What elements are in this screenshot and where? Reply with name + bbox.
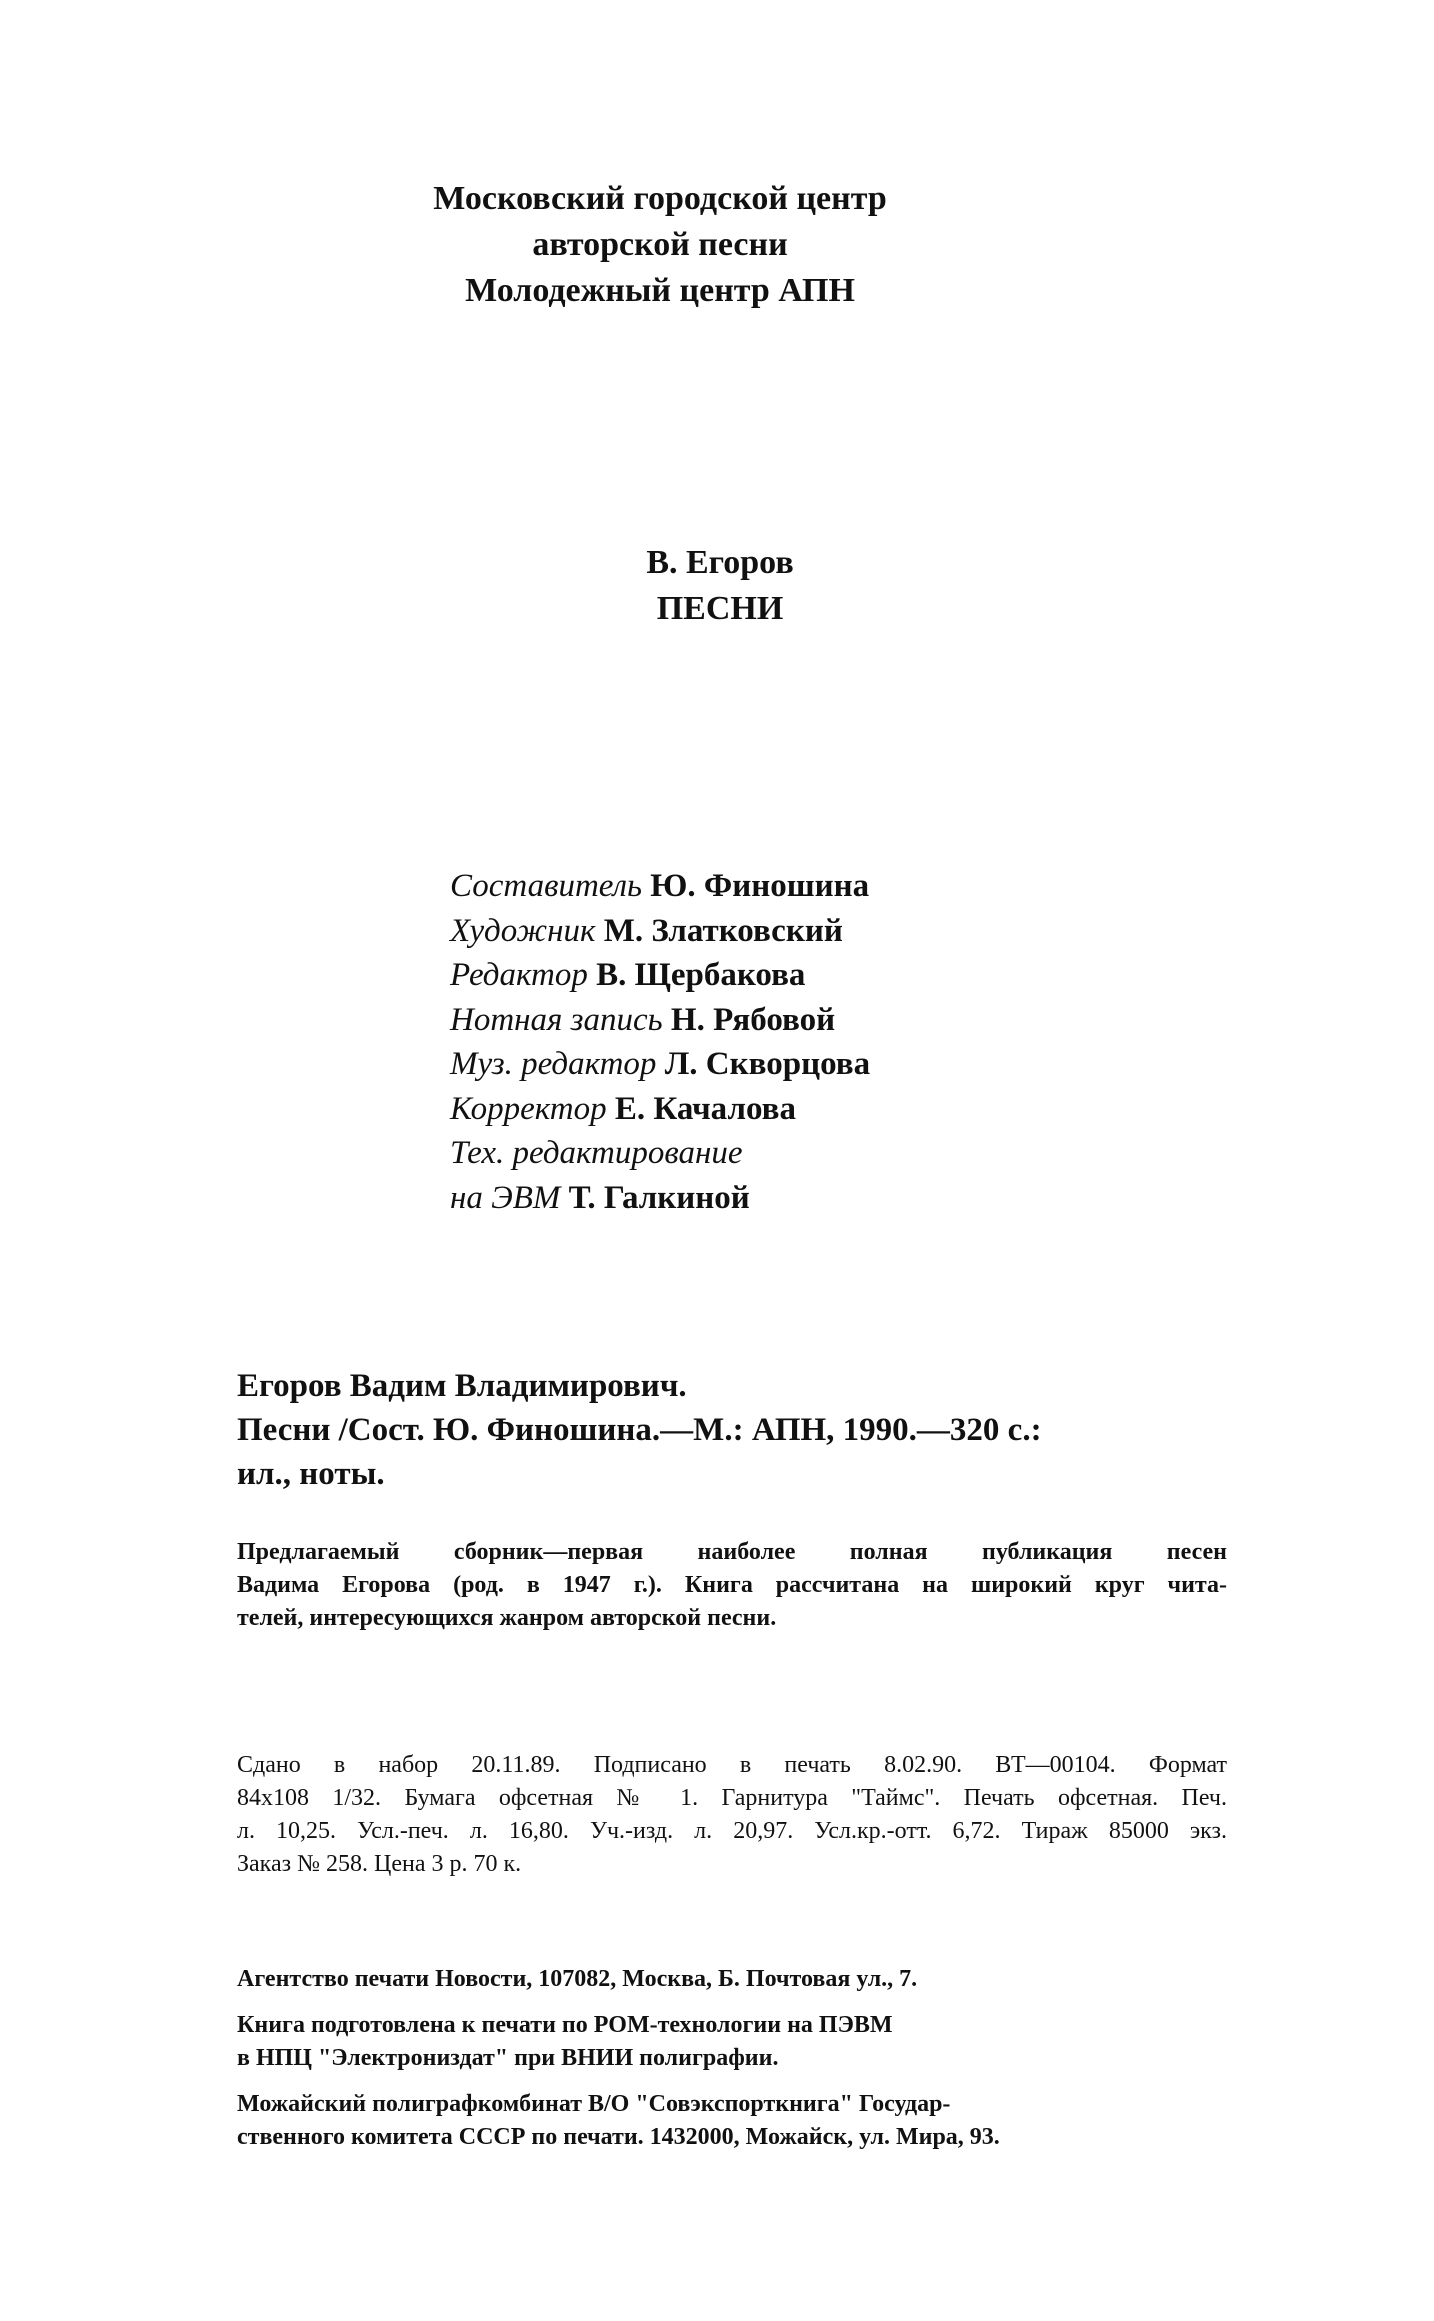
credit-name: Н. Рябовой	[670, 1001, 836, 1038]
catalog-line: Песни /Сост. Ю. Финошина.—М.: АПН, 1990.—320 с.:	[237, 1412, 1042, 1448]
book-annotation	[237, 1536, 1227, 1635]
imprint-line: л. 10,25. Усл.-печ. л. 16,80. Уч.-изд. л. 20,97. Усл.кр.-отт. 6,72. Тираж 85000 экз.	[237, 1818, 1227, 1844]
credit-name: Л. Скворцова	[664, 1046, 871, 1082]
credit-role: Составитель	[450, 868, 643, 904]
annotation-line: телей, интересующихся жанром авторской песни.	[237, 1605, 777, 1631]
publisher-addresses	[237, 1963, 1227, 2167]
imprint-line: Заказ № 258. Цена 3 р. 70 к.	[237, 1851, 522, 1877]
imprint-line: Сдано в набор 20.11.89. Подписано в печать 8.02.90. ВТ—00104. Формат	[237, 1752, 1227, 1778]
credit-role: Муз. редактор	[450, 1046, 657, 1082]
agency-address	[237, 1963, 1227, 1996]
publisher-line: авторской песни	[532, 226, 788, 263]
address-line: в НПЦ "Электрониздат" при ВНИИ полиграфии.	[237, 2045, 779, 2071]
credit-row	[450, 1131, 1050, 1176]
credit-name: М. Златковский	[603, 912, 843, 949]
publisher-line: Московский городской центр	[433, 180, 887, 217]
credit-name: В. Щербакова	[596, 957, 806, 993]
credit-name: Е. Качалова	[614, 1090, 796, 1127]
credit-role: на ЭВМ	[450, 1179, 561, 1216]
credit-role: Редактор	[450, 957, 588, 993]
credit-role: Корректор	[450, 1090, 607, 1127]
technical-imprint	[237, 1749, 1227, 1881]
publisher-header	[360, 176, 960, 314]
annotation-line: Предлагаемый сборник—первая наиболее полная публикация песен	[237, 1539, 1227, 1565]
credit-name: Т. Галкиной	[568, 1179, 750, 1216]
preparation-note	[237, 2009, 1227, 2075]
printer-address	[237, 2088, 1227, 2154]
annotation-line: Вадима Егорова (род. в 1947 г.). Книга рассчитана на широкий круг чита-	[237, 1572, 1227, 1598]
credit-role: Художник	[450, 912, 596, 949]
credit-row	[450, 953, 1050, 998]
catalog-line: Егоров Вадим Владимирович.	[237, 1368, 687, 1404]
address-line: Агентство печати Новости, 107082, Москва, Б. Почтовая ул., 7.	[237, 1966, 918, 1992]
catalog-line: ил., ноты.	[237, 1456, 385, 1492]
credit-row	[450, 998, 1050, 1043]
address-line: Книга подготовлена к печати по РОМ-технологии на ПЭВМ	[237, 2012, 893, 2038]
credit-row	[450, 1176, 1050, 1221]
credits-list	[450, 864, 1050, 1220]
credit-role: Тех. редактирование	[450, 1135, 743, 1171]
credit-row	[450, 1042, 1050, 1087]
imprint-line: 84x108 1/32. Бумага офсетная № 1. Гарнитура "Таймс". Печать офсетная. Печ.	[237, 1785, 1227, 1811]
book-author: В. Егоров	[646, 544, 794, 581]
address-line: ственного комитета СССР по печати. 1432000, Можайск, ул. Мира, 93.	[237, 2124, 1000, 2150]
credit-row	[450, 1087, 1050, 1132]
book-title: ПЕСНИ	[656, 590, 784, 627]
publisher-line: Молодежный центр АПН	[465, 272, 855, 309]
credit-role: Нотная запись	[450, 1001, 663, 1038]
credit-row	[450, 864, 1050, 909]
book-title-block	[520, 540, 920, 632]
address-line: Можайский полиграфкомбинат В/О "Совэкспорткнига" Государ-	[237, 2091, 951, 2117]
credit-row	[450, 909, 1050, 954]
credit-name: Ю. Финошина	[650, 868, 870, 904]
catalog-entry	[237, 1364, 1217, 1496]
